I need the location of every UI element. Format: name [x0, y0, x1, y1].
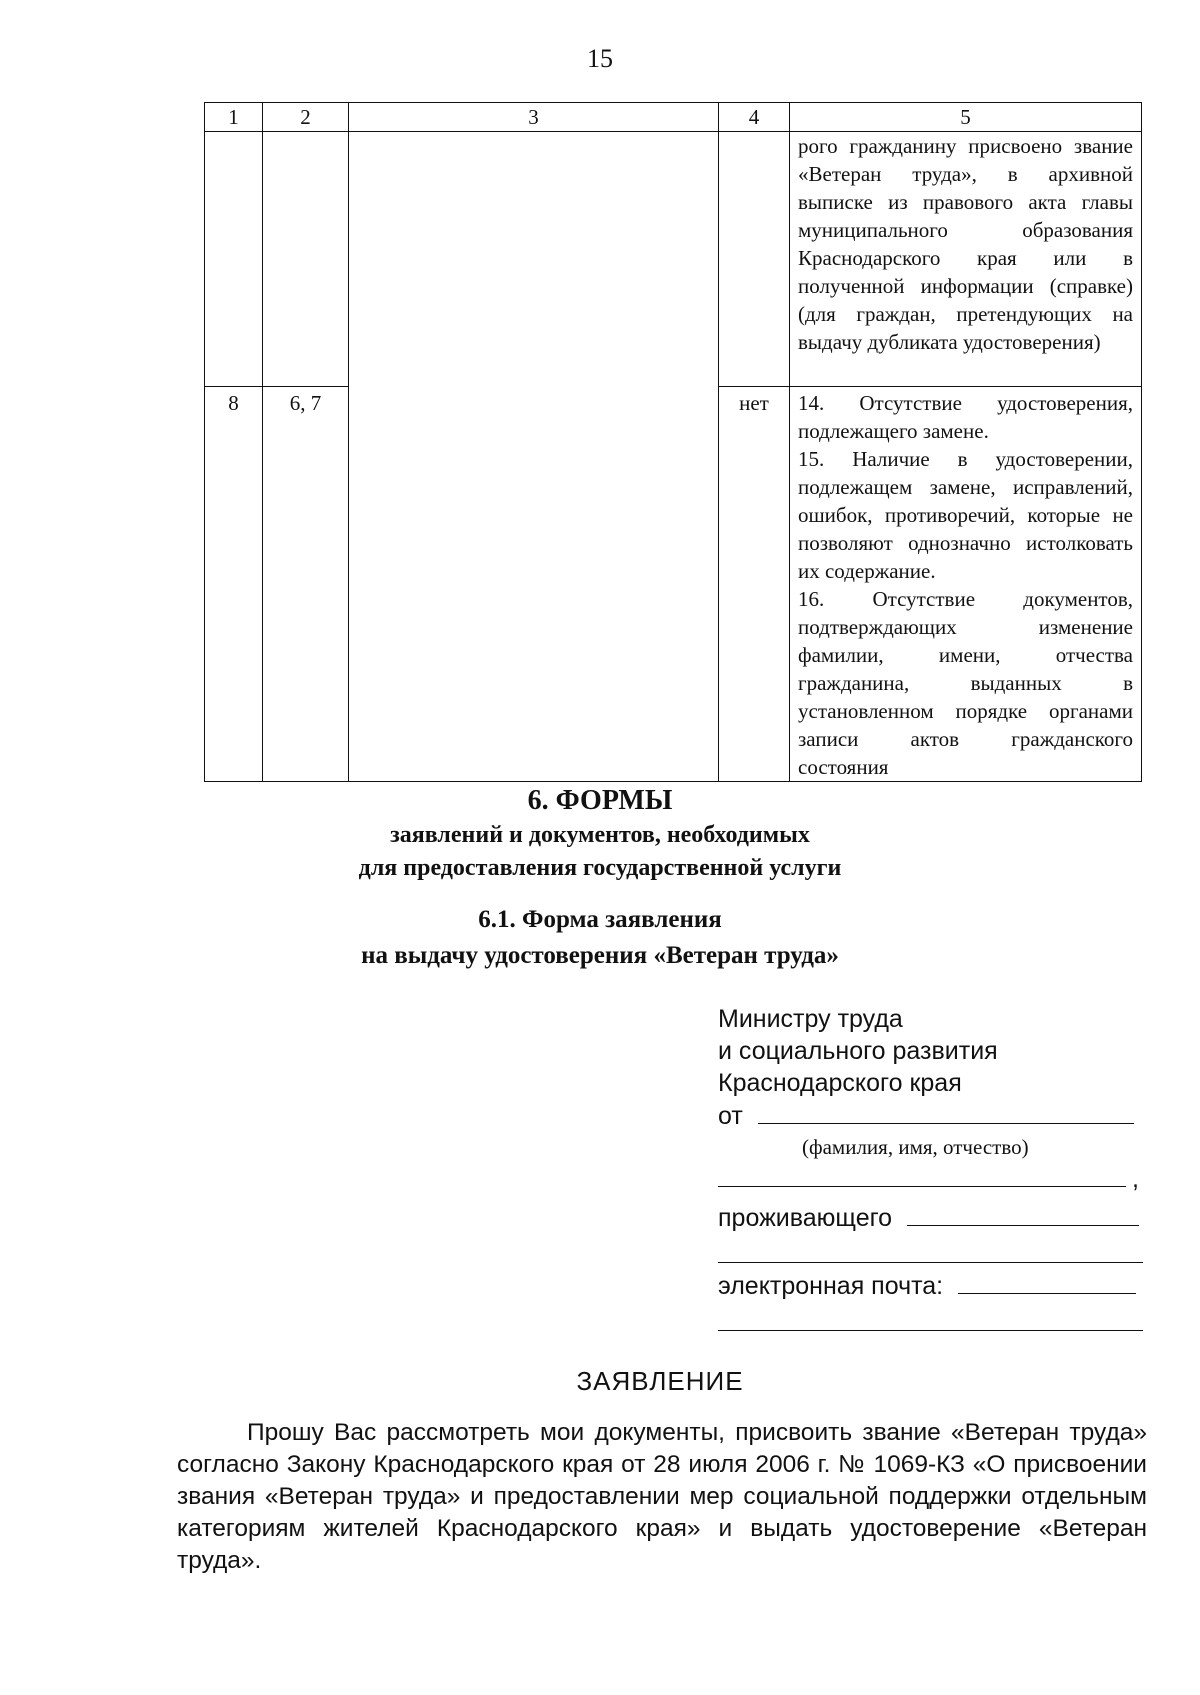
- full-name-hint: (фамилия, имя, отчество): [802, 1135, 1029, 1159]
- name-continuation-line: [718, 1162, 1148, 1195]
- table-cell: [349, 132, 719, 782]
- reason-item: 15. Наличие в удостоверении, подлежащем замене, исправлений, ошибок, противоречий, которые не позволяют однозначно истолковать их содержание.: [798, 447, 1133, 583]
- table-cell: [263, 132, 349, 387]
- email-field[interactable]: [958, 1269, 1136, 1294]
- table-header-cell: 2: [263, 103, 349, 132]
- email-label: электронная почта:: [718, 1272, 944, 1300]
- table-header-cell: 1: [205, 103, 263, 132]
- table-cell-reference: 6, 7: [263, 387, 349, 782]
- from-label: от: [718, 1102, 743, 1130]
- address-field[interactable]: [907, 1201, 1139, 1226]
- from-line: [718, 1099, 1148, 1132]
- subsection-title: на выдачу удостоверения «Ветеран труда»: [361, 942, 839, 969]
- table-header-cell: 5: [790, 103, 1142, 132]
- reason-item: 16. Отсутствие документов, подтверждающих изменение фамилии, имени, отчества гражданина, выданных в установленном порядке органами записи актов гражданского состояния: [798, 587, 1133, 779]
- table-row: [205, 132, 1142, 387]
- comma: ,: [1132, 1165, 1139, 1193]
- full-name-continuation-field[interactable]: [718, 1162, 1126, 1187]
- reason-item: 14. Отсутствие удостоверения, подлежащего замене.: [798, 391, 1133, 443]
- address-continuation-field[interactable]: [718, 1234, 1143, 1263]
- page-number: 15: [587, 44, 613, 73]
- full-name-field[interactable]: [758, 1099, 1134, 1124]
- table-header-cell: 4: [719, 103, 790, 132]
- table-cell-number: 8: [205, 387, 263, 782]
- residing-label: проживающего: [718, 1204, 893, 1232]
- addressee-line: Краснодарского края: [718, 1069, 962, 1097]
- section-title: 6. ФОРМЫ: [527, 785, 673, 816]
- table-cell-flag: нет: [719, 387, 790, 782]
- application-title: ЗАЯВЛЕНИЕ: [576, 1366, 744, 1396]
- email-line: [718, 1269, 1148, 1302]
- email-continuation-field[interactable]: [718, 1302, 1143, 1331]
- table-cell-continuation: рого гражданину присвоено звание «Ветеран труда», в архивной выписке из правового акта главы муниципального образования Краснодарского края или в полученной информации (справке) (для граждан, претендующих на выдачу дубликата удостоверения): [790, 132, 1142, 387]
- section-subtitle: для предоставления государственной услуги: [358, 855, 842, 881]
- subsection-title: 6.1. Форма заявления: [478, 906, 722, 933]
- section-subtitle: заявлений и документов, необходимых: [390, 822, 810, 848]
- table-cell-reasons: [790, 387, 1142, 782]
- requirements-table: [204, 102, 1142, 782]
- addressee-line: и социального развития: [718, 1037, 998, 1065]
- table-cell: [719, 132, 790, 387]
- residing-line: [718, 1201, 1148, 1234]
- table-header-row: [205, 103, 1142, 132]
- addressee-block: [718, 1003, 1148, 1331]
- table-header-cell: 3: [349, 103, 719, 132]
- addressee-line: Министру труда: [718, 1005, 903, 1033]
- application-text: Прошу Вас рассмотреть мои документы, присвоить звание «Ветеран труда» согласно Закону Краснодарского края от 28 июля 2006 г. № 1069-КЗ «О присвоении звания «Ветеран труда» и предоставлении мер социальной поддержки отдельным категориям жителей Краснодарского края» и выдать удостоверение «Ветеран труда».: [177, 1419, 1147, 1574]
- table-cell: [205, 132, 263, 387]
